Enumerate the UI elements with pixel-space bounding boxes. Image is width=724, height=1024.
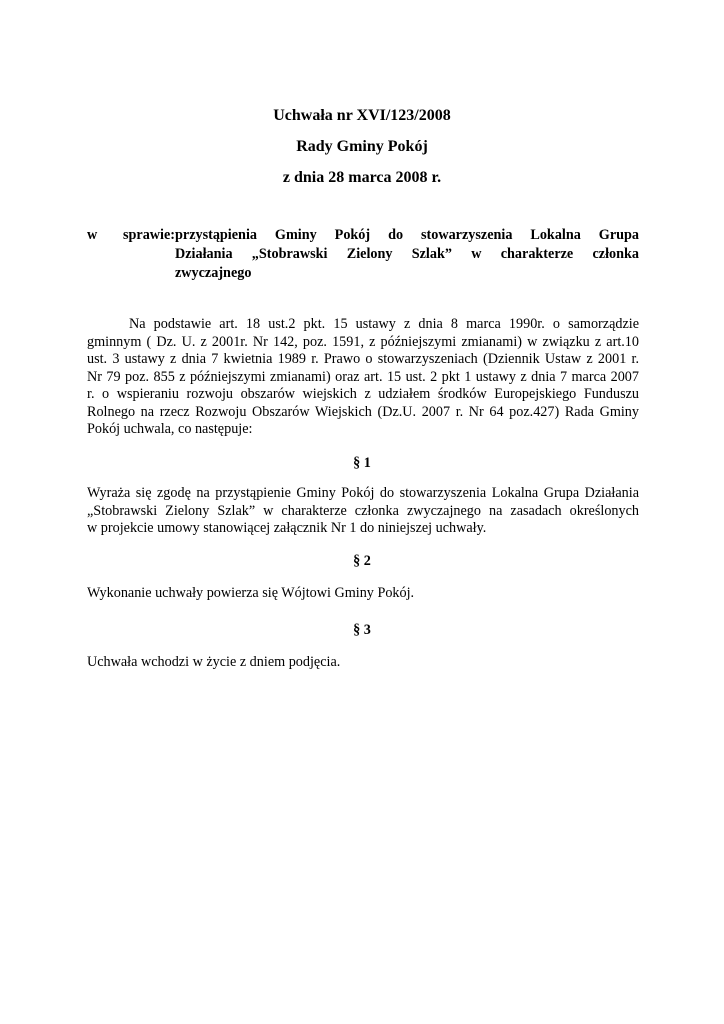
section-line: w projekcie umowy stanowiącej załącznik Nr 1 do niniejszej uchwały. (87, 520, 487, 536)
section-mark-3: § 3 (353, 622, 371, 638)
preamble-line: Na podstawie art. 18 ust.2 pkt. 15 ustawy z dnia 8 marca 1990r. o samorządzie (129, 316, 639, 332)
preamble-line: Nr 79 poz. 855 z późniejszymi zmianami) oraz art. 15 ust. 2 pkt 1 ustawy z dnia 7 marca 2007 (87, 368, 639, 385)
preamble-line: Rolnego na rzecz Rozwoju Obszarów Wiejskich (Dz.U. 2007 r. Nr 64 poz.427) Rada Gminy (87, 403, 639, 420)
subject-label: w sprawie: (87, 227, 175, 243)
subject-text: przystąpienia Gminy Pokój do stowarzyszenia Lokalna Grupa (175, 227, 639, 243)
section-line: Wyraża się zgodę na przystąpienie Gminy Pokój do stowarzyszenia Lokalna Grupa Działania (87, 485, 639, 501)
section-2-text (87, 585, 639, 603)
resolution-title: Uchwała nr XVI/123/2008 (273, 107, 451, 124)
section-mark-1: § 1 (353, 455, 371, 471)
subject-line (87, 226, 639, 245)
preamble (87, 316, 639, 439)
resolution-date: z dnia 28 marca 2008 r. (282, 169, 442, 186)
preamble-line: gminnym ( Dz. U. z 2001r. Nr 142, poz. 1591, z późniejszymi zmianami) w związku z art.10 (87, 333, 639, 350)
section-line: „Stobrawski Zielony Szlak” w charakterze członka zwyczajnego na zasadach określonych (87, 502, 639, 519)
resolution-issuer: Rady Gminy Pokój (296, 138, 428, 155)
section-line: Uchwała wchodzi w życie z dniem podjęcia. (87, 654, 341, 670)
section-3-text (87, 654, 639, 672)
resolution-header (0, 100, 724, 193)
resolution-subject (87, 226, 639, 283)
section-mark-2: § 2 (353, 553, 371, 569)
subject-line: zwyczajnego (175, 265, 252, 281)
section-line: Wykonanie uchwały powierza się Wójtowi Gminy Pokój. (87, 585, 415, 601)
preamble-line: r. o wspieraniu rozwoju obszarów wiejskich z udziałem środków Europejskiego Funduszu (87, 386, 639, 402)
preamble-line: Pokój uchwala, co następuje: (87, 421, 253, 437)
section-1-text (87, 485, 639, 538)
subject-line: Działania „Stobrawski Zielony Szlak” w charakterze członka (175, 246, 639, 262)
preamble-line: ust. 3 ustawy z dnia 7 kwietnia 1989 r. Prawo o stowarzyszeniach (Dziennik Ustaw z 2001 r. (87, 351, 639, 367)
